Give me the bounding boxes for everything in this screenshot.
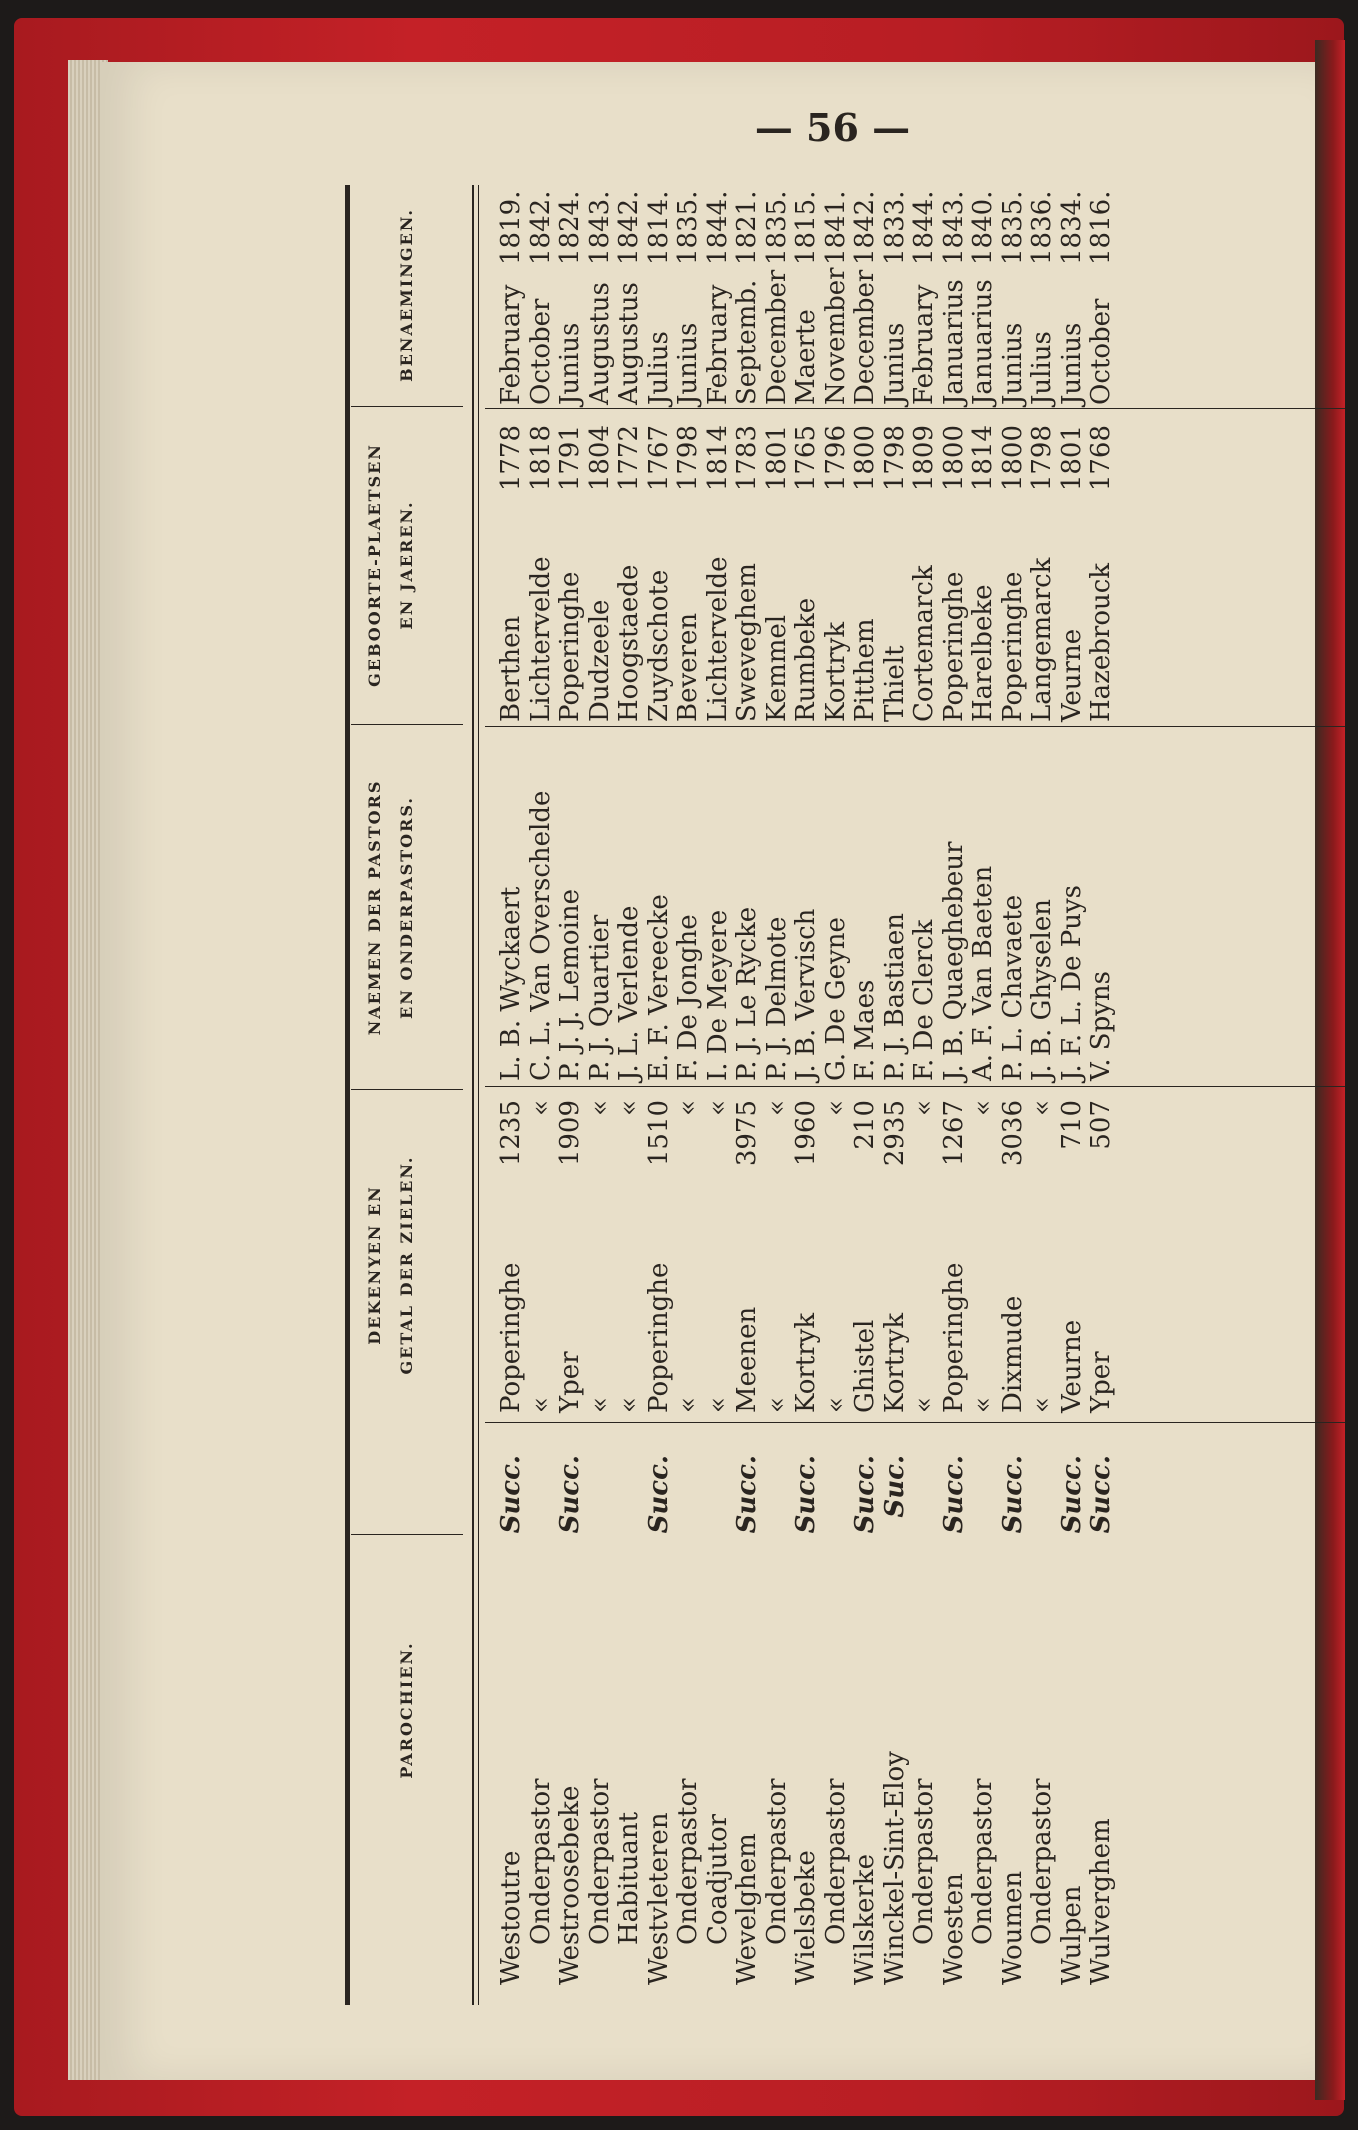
succ-cell: Succ. [1056, 1455, 1087, 1534]
deanery-cell: Meenen [732, 1306, 762, 1413]
pastor-name-cell: P. J. Delmote [761, 916, 792, 1081]
appointment-year-cell: 1843. [584, 190, 615, 265]
header-rule [472, 185, 474, 2005]
appointment-year-cell: 1833. [879, 190, 910, 265]
appointment-year-cell: 1819. [496, 190, 526, 265]
birth-year-cell: 1772 [614, 425, 644, 492]
appointment-month-cell: October [1086, 298, 1116, 405]
pastor-name-cell: C. L. Van Overschelde [525, 790, 556, 1081]
birthplace-cell: Poperinghe [555, 571, 585, 722]
appointment-month-cell: Maerte [791, 309, 821, 405]
souls-cell: « [1027, 1100, 1057, 1116]
table-row [527, 185, 557, 2005]
header-geboorte-line2: EN JAEREN. [397, 500, 416, 630]
header-naemen [359, 735, 423, 1080]
appointment-month-cell: Junius [555, 322, 585, 405]
souls-cell: 1510 [643, 1100, 674, 1167]
appointment-year-cell: 1836. [1027, 190, 1057, 265]
souls-cell: « [702, 1100, 733, 1116]
header-separator [351, 1089, 463, 1090]
appointment-month-cell: Januarius [938, 279, 969, 405]
appointment-month-cell: February [909, 284, 939, 405]
table-row [969, 185, 999, 2005]
appointment-year-cell: 1835. [761, 190, 792, 265]
birthplace-cell: Zuydschote [643, 569, 674, 722]
succ-cell: Succ. [732, 1455, 762, 1534]
pastor-name-cell: J. B. Quaeghebeur [938, 841, 969, 1081]
parish-cell: Onderpastor [584, 1778, 615, 1945]
appointment-year-cell: 1843. [938, 190, 969, 265]
deanery-cell: Veurne [1056, 1319, 1087, 1413]
pastor-name-cell: P. J. Bastiaen [879, 912, 910, 1081]
table-row [763, 185, 793, 2005]
pastor-name-cell: F. Maes [850, 979, 880, 1081]
souls-cell: « [968, 1100, 998, 1116]
birth-year-cell: 1818 [525, 425, 556, 492]
birth-year-cell: 1804 [584, 425, 615, 492]
table-row [1028, 185, 1058, 2005]
table-row [733, 185, 763, 2005]
deanery-cell: « [673, 1397, 703, 1413]
appointment-year-cell: 1816. [1086, 190, 1116, 265]
table-row [615, 185, 645, 2005]
table-row [999, 185, 1029, 2005]
table-row [792, 185, 822, 2005]
parish-cell: Wielsbeke [791, 1850, 821, 1985]
birth-year-cell: 1801 [761, 425, 792, 492]
birthplace-cell: Dudzeele [584, 599, 615, 722]
birth-year-cell: 1783 [732, 425, 762, 492]
birth-year-cell: 1796 [820, 425, 851, 492]
parish-cell: Onderpastor [1027, 1778, 1057, 1945]
birth-year-cell: 1814 [968, 425, 998, 492]
souls-cell: 1235 [496, 1100, 526, 1167]
parish-cell: Woumen [997, 1870, 1028, 1985]
table-row [704, 185, 734, 2005]
birthplace-cell: Sweveghem [732, 563, 762, 722]
succ-cell: Succ. [555, 1455, 585, 1534]
parish-cell: Onderpastor [820, 1778, 851, 1945]
appointment-month-cell: Augustus [614, 282, 644, 405]
pastor-name-cell: P. L. Chavaete [997, 894, 1028, 1081]
appointment-year-cell: 1840. [968, 190, 998, 265]
parish-cell: Onderpastor [968, 1778, 998, 1945]
birthplace-cell: Beveren [673, 612, 703, 722]
appointment-year-cell: 1842. [525, 190, 556, 265]
appointment-month-cell: Junius [673, 322, 703, 405]
birthplace-cell: Harelbeke [968, 584, 998, 722]
souls-cell: « [614, 1100, 644, 1116]
birth-year-cell: 1798 [673, 425, 703, 492]
table-body [497, 185, 1117, 2005]
appointment-year-cell: 1844. [702, 190, 733, 265]
deanery-cell: « [761, 1397, 792, 1413]
deanery-cell: Ghistel [850, 1319, 880, 1413]
birth-year-cell: 1765 [791, 425, 821, 492]
appointment-year-cell: 1835. [673, 190, 703, 265]
pastor-name-cell: J. F. L. De Puys [1056, 884, 1087, 1081]
souls-cell: 210 [850, 1100, 880, 1150]
birth-year-cell: 1800 [850, 425, 880, 492]
deanery-cell: « [909, 1397, 939, 1413]
deanery-cell: Yper [555, 1351, 585, 1413]
pastor-name-cell: J. B. Ghyselen [1027, 899, 1057, 1081]
pastor-name-cell: V. Spyns [1086, 971, 1116, 1081]
header-rule-thin [478, 185, 479, 2005]
souls-cell: « [525, 1100, 556, 1116]
table-row [556, 185, 586, 2005]
appointment-year-cell: 1824. [555, 190, 585, 265]
header-benaemingen: BENAEMINGEN. [397, 208, 416, 382]
header-naemen-line1: NAEMEN DER PASTORS [365, 779, 384, 1036]
souls-cell: 710 [1056, 1100, 1087, 1150]
table-row [674, 185, 704, 2005]
parish-cell: Wilskerke [850, 1854, 880, 1985]
appointment-month-cell: Septemb. [732, 279, 762, 405]
appointment-year-cell: 1834. [1056, 190, 1087, 265]
appointment-year-cell: 1844. [909, 190, 939, 265]
table-row [645, 185, 675, 2005]
souls-cell: 2935 [879, 1100, 910, 1167]
appointment-month-cell: October [525, 298, 556, 405]
appointment-year-cell: 1842. [850, 190, 880, 265]
header-geboorte [359, 410, 423, 720]
birth-year-cell: 1768 [1086, 425, 1116, 492]
deanery-cell: « [968, 1397, 998, 1413]
appointment-month-cell: Junius [997, 322, 1028, 405]
pastor-name-cell: P. J. Quartier [584, 914, 615, 1081]
header-separator [351, 406, 463, 407]
parish-cell: Westroosebeke [555, 1785, 585, 1985]
table-row [1058, 185, 1088, 2005]
table-row [586, 185, 616, 2005]
parish-cell: Westoutre [496, 1850, 526, 1985]
succ-cell: Succ. [643, 1455, 674, 1534]
header-parochien: PAROCHIEN. [397, 1641, 416, 1779]
birthplace-cell: Poperinghe [997, 571, 1028, 722]
deanery-cell: « [584, 1397, 615, 1413]
appointment-month-cell: November [820, 267, 851, 405]
page-number: — 56 — [754, 104, 911, 150]
souls-cell: « [673, 1100, 703, 1116]
birthplace-cell: Kortryk [820, 621, 851, 722]
birthplace-cell: Kemmel [761, 614, 792, 722]
birthplace-cell: Hoogstaede [614, 564, 644, 722]
appointment-month-cell: February [496, 284, 526, 405]
parish-cell: Wulverghem [1086, 1818, 1116, 1985]
succ-cell: Suc. [879, 1455, 910, 1518]
parish-cell: Wevelghem [732, 1833, 762, 1985]
deanery-cell: « [614, 1397, 644, 1413]
birth-year-cell: 1798 [1027, 425, 1057, 492]
souls-cell: 3036 [997, 1100, 1028, 1167]
table-row [822, 185, 852, 2005]
deanery-cell: Poperinghe [643, 1262, 674, 1413]
birthplace-cell: Rumbeke [791, 597, 821, 722]
birthplace-cell: Pitthem [850, 618, 880, 722]
appointment-month-cell: December [761, 269, 792, 405]
pastor-name-cell: I. De Meyere [702, 909, 733, 1081]
birth-year-cell: 1814 [702, 425, 733, 492]
pastor-name-cell: J. L. Verlende [614, 905, 644, 1081]
souls-cell: « [584, 1100, 615, 1116]
pastor-name-cell: A. F. Van Baeten [968, 865, 998, 1081]
deanery-cell: Poperinghe [496, 1262, 526, 1413]
birth-year-cell: 1800 [997, 425, 1028, 492]
parish-cell: Onderpastor [909, 1778, 939, 1945]
pastor-name-cell: E. F. Vereecke [643, 894, 674, 1081]
deanery-cell: « [525, 1397, 556, 1413]
appointment-month-cell: Julius [1027, 331, 1057, 405]
deanery-cell: Dixmude [997, 1295, 1028, 1413]
deanery-cell: « [702, 1397, 733, 1413]
appointment-month-cell: December [850, 269, 880, 405]
birth-year-cell: 1800 [938, 425, 969, 492]
birth-year-cell: 1767 [643, 425, 674, 492]
succ-cell: Succ. [496, 1455, 526, 1534]
parish-cell: Woesten [938, 1873, 969, 1985]
birthplace-cell: Poperinghe [938, 571, 969, 722]
appointment-year-cell: 1835. [997, 190, 1028, 265]
appointment-year-cell: 1821. [732, 190, 762, 265]
parish-cell: Onderpastor [525, 1778, 556, 1945]
pastor-name-cell: F. De Jonghe [673, 914, 703, 1081]
pastor-name-cell: L. B. Wyckaert [496, 886, 526, 1081]
birth-year-cell: 1778 [496, 425, 526, 492]
deanery-cell: « [820, 1397, 851, 1413]
souls-cell: 3975 [732, 1100, 762, 1167]
table-row [910, 185, 940, 2005]
header-dekenyen [359, 1105, 423, 1425]
birth-year-cell: 1801 [1056, 425, 1087, 492]
birthplace-cell: Lichtervelde [702, 556, 733, 722]
birthplace-cell: Hazebrouck [1086, 562, 1116, 722]
header-dekenyen-line1: DEKENYEN EN [365, 1185, 384, 1345]
header-dekenyen-line2: GETAL DER ZIELEN. [397, 1155, 416, 1375]
header-separator [351, 724, 463, 725]
souls-cell: 1909 [555, 1100, 585, 1167]
appointment-month-cell: Junius [879, 322, 910, 405]
parish-cell: Onderpastor [761, 1778, 792, 1945]
birthplace-cell: Lichtervelde [525, 556, 556, 722]
top-rule [345, 185, 350, 2005]
deanery-cell: Kortryk [879, 1312, 910, 1413]
appointment-year-cell: 1842. [614, 190, 644, 265]
birthplace-cell: Berthen [496, 615, 526, 722]
parish-cell: Winckel-Sint-Eloy [879, 1751, 910, 1985]
birthplace-cell: Langemarck [1027, 557, 1057, 722]
deanery-cell: « [1027, 1397, 1057, 1413]
table-row [940, 185, 970, 2005]
birth-year-cell: 1809 [909, 425, 939, 492]
succ-cell: Succ. [938, 1455, 969, 1534]
souls-cell: 507 [1086, 1100, 1116, 1150]
succ-cell: Succ. [997, 1455, 1028, 1534]
souls-cell: 1267 [938, 1100, 969, 1167]
table-row [1087, 185, 1117, 2005]
souls-cell: « [909, 1100, 939, 1116]
appointment-year-cell: 1841. [820, 190, 851, 265]
deanery-cell: Kortryk [791, 1312, 821, 1413]
rotated-table [345, 104, 1345, 2005]
succ-cell: Succ. [791, 1455, 821, 1534]
appointment-month-cell: Junius [1056, 322, 1087, 405]
birth-year-cell: 1791 [555, 425, 585, 492]
header-separator [351, 1534, 463, 1535]
pastor-name-cell: P. J. J. Lemoine [555, 888, 585, 1081]
appointment-month-cell: Januarius [968, 279, 998, 405]
table-row [497, 185, 527, 2005]
appointment-year-cell: 1814. [643, 190, 674, 265]
pastor-name-cell: P. J. Le Rycke [732, 906, 762, 1081]
birth-year-cell: 1798 [879, 425, 910, 492]
table-row [881, 185, 911, 2005]
birthplace-cell: Thielt [879, 645, 910, 722]
souls-cell: « [820, 1100, 851, 1116]
appointment-month-cell: Augustus [584, 282, 615, 405]
souls-cell: 1960 [791, 1100, 821, 1167]
parish-cell: Westvleteren [643, 1812, 674, 1985]
table-row [851, 185, 881, 2005]
appointment-month-cell: Julius [643, 331, 674, 405]
parish-cell: Habituant [614, 1811, 644, 1945]
souls-cell: « [761, 1100, 792, 1116]
header-geboorte-line1: GEBOORTE-PLAETSEN [365, 443, 384, 687]
header-naemen-line2: EN ONDERPASTORS. [397, 796, 416, 1019]
parish-cell: Onderpastor [673, 1778, 703, 1945]
parish-cell: Coadjutor [702, 1813, 733, 1945]
birthplace-cell: Cortemarck [909, 565, 939, 722]
pastor-name-cell: G. De Geyne [820, 917, 851, 1081]
pastor-name-cell: F. De Clerck [909, 919, 939, 1081]
succ-cell: Succ. [1086, 1455, 1116, 1534]
deanery-cell: Poperinghe [938, 1262, 969, 1413]
appointment-month-cell: February [702, 284, 733, 405]
birthplace-cell: Veurne [1056, 628, 1087, 722]
pastor-name-cell: J. B. Vervisch [791, 908, 821, 1081]
deanery-cell: Yper [1086, 1351, 1116, 1413]
parish-cell: Wulpen [1056, 1885, 1087, 1985]
appointment-year-cell: 1815. [791, 190, 821, 265]
succ-cell: Succ. [850, 1455, 880, 1534]
